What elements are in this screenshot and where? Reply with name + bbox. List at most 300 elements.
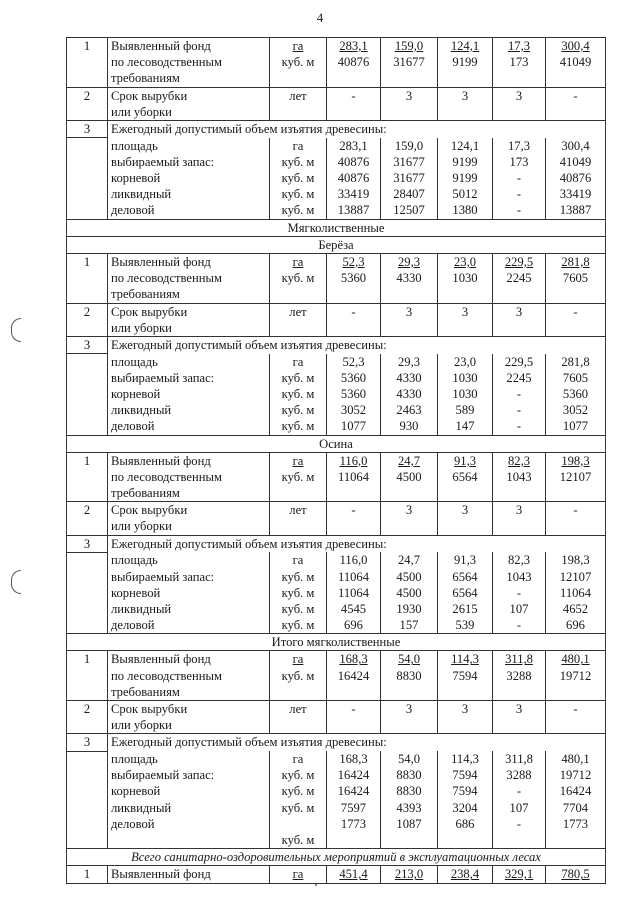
row-number <box>67 303 108 336</box>
unit-text: куб. м <box>281 55 315 70</box>
row-number-text: 2 <box>83 88 91 103</box>
label-cell <box>108 253 270 303</box>
value-text: 9199 <box>452 154 478 169</box>
row-number-blank <box>67 138 108 219</box>
value-text: 91,3 <box>453 453 477 468</box>
unit-text: га <box>292 867 304 882</box>
row-number <box>67 38 108 88</box>
value-text: 54,0 <box>397 752 421 767</box>
row-number <box>67 701 108 734</box>
label-text: выбираемый запас: <box>111 569 215 584</box>
value-text: 2245 <box>506 271 532 286</box>
value-text: 3 <box>405 702 413 716</box>
value-text: 1087 <box>396 816 422 831</box>
value-text: 2463 <box>396 403 422 418</box>
value-text: 7605 <box>562 271 589 286</box>
label-text: Выявленный фонд <box>111 254 211 269</box>
row-number-text: 3 <box>83 536 91 551</box>
value-text: 13887 <box>337 203 370 218</box>
section-title-text: Берёза <box>318 237 354 252</box>
value-text: 2245 <box>506 370 532 385</box>
value-text: - <box>516 203 522 218</box>
label-text: корневой <box>111 386 161 401</box>
unit-text: куб. м <box>281 187 315 202</box>
label-text: по лесоводственным <box>111 271 222 286</box>
unit-text: куб. м <box>281 569 315 584</box>
value-text: 24,7 <box>397 453 421 468</box>
value-cell <box>327 751 381 849</box>
value-text: - <box>351 304 356 319</box>
value-cell <box>493 303 546 336</box>
value-cell <box>546 354 606 435</box>
value-text: 229,5 <box>504 254 534 269</box>
label-text: требованиям <box>111 684 180 699</box>
value-text: 29,3 <box>397 254 421 269</box>
value-text: 5360 <box>340 386 367 401</box>
value-text: 116,0 <box>339 553 368 568</box>
unit-text: га <box>292 39 304 53</box>
value-text: - <box>516 419 522 434</box>
label-text: требованиям <box>111 71 180 86</box>
value-cell <box>381 502 438 535</box>
value-text: 4500 <box>396 569 422 584</box>
value-cell <box>327 651 381 701</box>
label-text: по лесоводственным <box>111 55 222 70</box>
section-title <box>67 849 606 866</box>
label-text: требованиям <box>111 287 180 302</box>
value-text: 31677 <box>393 154 425 169</box>
annual-header-text: Ежегодный допустимый объем изъятия древесины: <box>111 121 387 136</box>
label-text: или уборки <box>111 104 172 119</box>
value-text: 7704 <box>562 800 589 815</box>
value-text: 40876 <box>337 171 370 185</box>
row-grand-identified-fund <box>67 866 606 883</box>
row-identified-fund <box>67 38 606 88</box>
binder-hole-mark <box>11 318 21 342</box>
value-text: 930 <box>399 419 419 434</box>
row-cutting-term <box>67 502 606 535</box>
row-cutting-term <box>67 87 606 120</box>
label-cell <box>108 552 270 633</box>
value-cell <box>327 701 381 734</box>
section-header-row <box>67 634 606 651</box>
row-identified-fund <box>67 253 606 303</box>
row-number <box>67 253 108 303</box>
row-annual-allowable <box>67 734 606 751</box>
section-title <box>67 435 606 452</box>
value-text: 7594 <box>452 668 478 683</box>
value-text: 157 <box>399 618 419 633</box>
value-text: 281,8 <box>561 254 590 269</box>
label-text: Выявленный фонд <box>111 39 211 53</box>
value-text: 1773 <box>562 816 589 831</box>
unit-text: куб. м <box>281 601 315 616</box>
value-cell <box>546 651 606 701</box>
value-cell <box>493 138 546 219</box>
unit-text: га <box>292 752 304 767</box>
value-text: 1043 <box>506 469 532 484</box>
label-cell <box>108 87 270 120</box>
value-text: - <box>351 88 356 103</box>
label-text: площадь <box>111 138 158 153</box>
value-text: 229,5 <box>504 354 534 369</box>
value-text: 238,4 <box>450 867 480 882</box>
unit-cell <box>270 303 327 336</box>
value-text: 3 <box>515 88 523 103</box>
value-text: 168,3 <box>339 652 368 667</box>
spacer <box>496 832 542 848</box>
forest-table <box>66 37 606 884</box>
value-cell <box>546 38 606 88</box>
row-number <box>67 535 108 552</box>
label-text: Срок вырубки <box>111 304 188 319</box>
unit-text: лет <box>289 503 307 518</box>
row-number <box>67 866 108 883</box>
value-cell <box>327 138 381 219</box>
label-text: или уборки <box>111 519 172 534</box>
annual-header-cell <box>108 336 606 353</box>
annual-header-text: Ежегодный допустимый объем изъятия древесины: <box>111 536 387 551</box>
row-number-blank <box>67 354 108 435</box>
unit-text: лет <box>289 304 307 319</box>
unit-cell <box>270 651 327 701</box>
label-text: выбираемый запас: <box>111 768 215 783</box>
unit-text: га <box>292 254 304 269</box>
value-text: 52,3 <box>342 254 365 269</box>
value-text: 1030 <box>452 271 478 286</box>
label-text: или уборки <box>111 718 172 733</box>
value-text: 159,0 <box>394 138 424 153</box>
value-text: 3 <box>405 304 413 319</box>
label-text: Выявленный фонд <box>111 453 211 468</box>
label-text: деловой <box>111 419 155 434</box>
label-text: площадь <box>111 354 158 369</box>
unit-cell <box>270 701 327 734</box>
label-text: Выявленный фонд <box>111 652 211 667</box>
value-text: 17,3 <box>507 138 531 153</box>
value-cell <box>327 303 381 336</box>
value-text: 5360 <box>562 386 589 401</box>
value-text: 4500 <box>396 469 422 484</box>
value-cell <box>438 502 493 535</box>
annual-header-text: Ежегодный допустимый объем изъятия древесины: <box>111 337 387 352</box>
unit-cell <box>270 138 327 219</box>
value-text: 283,1 <box>339 39 368 53</box>
scan-speck <box>315 884 317 886</box>
row-number <box>67 734 108 751</box>
spacer <box>549 832 602 848</box>
unit-text: куб. м <box>281 154 315 169</box>
label-text: требованиям <box>111 486 180 501</box>
spacer <box>441 832 489 848</box>
unit-text: куб. м <box>281 668 315 683</box>
unit-text: куб. м <box>281 833 315 847</box>
value-cell <box>438 138 493 219</box>
value-cell <box>493 253 546 303</box>
value-text: 6564 <box>452 569 478 584</box>
value-text: 52,3 <box>342 354 365 369</box>
value-text: 5012 <box>452 187 478 202</box>
label-text: Срок вырубки <box>111 88 188 103</box>
value-text: 1030 <box>452 386 478 401</box>
value-text: - <box>516 403 522 418</box>
unit-text: куб. м <box>281 784 315 799</box>
value-text: - <box>573 304 578 319</box>
section-title <box>67 219 606 236</box>
value-text: 3 <box>515 702 523 716</box>
value-text: 107 <box>509 800 529 815</box>
label-text: деловой <box>111 618 155 633</box>
row-number-text: 2 <box>83 503 91 518</box>
unit-cell <box>270 38 327 88</box>
unit-text: куб. м <box>281 618 315 633</box>
value-cell <box>327 452 381 502</box>
section-header-row <box>67 219 606 236</box>
label-text: по лесоводственным <box>111 668 222 683</box>
value-cell <box>546 452 606 502</box>
value-text: - <box>516 618 522 633</box>
value-text: 82,3 <box>507 453 531 468</box>
unit-text: куб. м <box>281 370 315 385</box>
row-annual-detail <box>67 354 606 435</box>
value-text: 3 <box>461 503 469 518</box>
row-annual-allowable <box>67 535 606 552</box>
value-text: 8830 <box>396 668 422 683</box>
value-text: 539 <box>455 618 475 633</box>
value-text: 31677 <box>393 171 425 185</box>
label-cell <box>108 303 270 336</box>
value-text: 300,4 <box>561 39 590 53</box>
value-text: 159,0 <box>394 39 424 53</box>
value-cell <box>438 701 493 734</box>
value-text: - <box>516 585 522 600</box>
value-cell <box>327 354 381 435</box>
value-text: 686 <box>455 816 475 831</box>
value-text: 4500 <box>396 585 422 600</box>
value-cell <box>438 253 493 303</box>
value-text: 3 <box>461 702 469 716</box>
value-cell <box>493 87 546 120</box>
value-cell <box>381 354 438 435</box>
unit-text: лет <box>289 702 307 716</box>
value-cell <box>493 701 546 734</box>
unit-text: куб. м <box>281 800 315 815</box>
value-text: 589 <box>455 403 475 418</box>
value-cell <box>438 452 493 502</box>
value-text: 480,1 <box>561 652 590 667</box>
label-cell <box>108 452 270 502</box>
unit-text: куб. м <box>281 419 315 434</box>
value-text: 173 <box>509 154 529 169</box>
value-text: 11064 <box>337 469 370 484</box>
value-text: 8830 <box>396 784 422 799</box>
value-cell <box>438 552 493 633</box>
section-title-text: Мягколиственные <box>287 220 385 235</box>
value-cell <box>546 866 606 883</box>
unit-text: куб. м <box>281 469 315 484</box>
value-text: 9199 <box>452 171 478 185</box>
row-number-text: 1 <box>83 652 91 667</box>
value-cell <box>438 866 493 883</box>
row-number-text: 3 <box>83 337 91 352</box>
value-text: - <box>516 171 522 185</box>
section-header-row <box>67 435 606 452</box>
value-cell <box>493 502 546 535</box>
value-text: 12107 <box>559 569 592 584</box>
value-cell <box>381 552 438 633</box>
value-text: 1773 <box>340 816 367 831</box>
value-text: 41049 <box>559 154 592 169</box>
value-text: 91,3 <box>453 553 477 568</box>
label-text: выбираемый запас: <box>111 370 215 385</box>
value-text: 41049 <box>559 55 592 70</box>
value-cell <box>493 452 546 502</box>
value-cell <box>381 303 438 336</box>
value-text: 281,8 <box>561 354 590 369</box>
unit-cell <box>270 502 327 535</box>
value-text: 7594 <box>452 768 478 783</box>
label-text: ликвидный <box>111 800 172 815</box>
section-title-text: Итого мягколиственные <box>271 635 401 650</box>
value-cell <box>546 87 606 120</box>
value-cell <box>381 751 438 849</box>
row-annual-allowable <box>67 120 606 137</box>
value-cell <box>381 651 438 701</box>
annual-header-cell <box>108 535 606 552</box>
annual-header-text: Ежегодный допустимый объем изъятия древесины: <box>111 735 387 750</box>
value-cell <box>438 354 493 435</box>
value-text: 33419 <box>559 187 592 202</box>
row-identified-fund <box>67 651 606 701</box>
row-identified-fund <box>67 452 606 502</box>
unit-cell <box>270 866 327 883</box>
value-cell <box>327 552 381 633</box>
value-cell <box>493 651 546 701</box>
value-cell <box>493 354 546 435</box>
value-cell <box>327 866 381 883</box>
value-text: 3 <box>461 304 469 319</box>
value-text: 213,0 <box>394 867 424 882</box>
value-text: 116,0 <box>339 453 368 468</box>
value-text: 1077 <box>562 419 589 434</box>
value-text: 11064 <box>337 569 370 584</box>
value-text: - <box>573 503 578 518</box>
label-cell <box>108 502 270 535</box>
value-text: 9199 <box>452 55 478 70</box>
value-text: 28407 <box>393 187 425 202</box>
value-cell <box>546 138 606 219</box>
row-cutting-term <box>67 701 606 734</box>
value-cell <box>381 38 438 88</box>
label-cell <box>108 651 270 701</box>
value-text: - <box>351 702 356 716</box>
value-text: 7597 <box>340 800 367 815</box>
value-text: 54,0 <box>397 652 421 667</box>
value-text: 3 <box>461 88 469 103</box>
value-text: - <box>516 386 522 401</box>
value-text: 31677 <box>393 55 425 70</box>
unit-cell <box>270 253 327 303</box>
row-annual-detail <box>67 138 606 219</box>
section-title <box>67 634 606 651</box>
value-text: 1043 <box>506 569 532 584</box>
value-text: 173 <box>509 55 529 70</box>
unit-text: куб. м <box>281 386 315 401</box>
value-text: 12507 <box>393 203 425 218</box>
value-cell <box>438 303 493 336</box>
annual-header-cell <box>108 734 606 751</box>
value-text: 3052 <box>562 403 589 418</box>
label-text: корневой <box>111 171 161 185</box>
value-text: 3288 <box>506 668 532 683</box>
value-cell <box>381 253 438 303</box>
label-cell <box>108 38 270 88</box>
value-cell <box>546 552 606 633</box>
value-text: 107 <box>509 601 529 616</box>
row-number-text: 3 <box>83 735 91 750</box>
value-text: 23,0 <box>453 354 477 369</box>
value-text: - <box>516 187 522 202</box>
label-cell <box>108 701 270 734</box>
value-text: 3 <box>405 88 413 103</box>
value-text: - <box>516 784 522 799</box>
row-number-text: 1 <box>83 254 91 269</box>
label-text: ликвидный <box>111 187 172 202</box>
label-text: ликвидный <box>111 601 172 616</box>
value-text: 124,1 <box>450 138 480 153</box>
label-cell <box>108 866 270 883</box>
unit-text: га <box>292 138 304 153</box>
value-cell <box>546 751 606 849</box>
row-number-blank <box>67 751 108 849</box>
section-title-text: Всего санитарно-оздоровительных мероприятий в эксплуатационных лесах <box>131 850 541 865</box>
value-text: 11064 <box>337 585 370 600</box>
value-cell <box>546 701 606 734</box>
value-text: 3 <box>515 503 523 518</box>
value-cell <box>493 866 546 883</box>
value-text: 4330 <box>396 370 422 385</box>
label-text: Срок вырубки <box>111 702 188 716</box>
value-text: 19712 <box>559 668 592 683</box>
unit-text: га <box>292 453 304 468</box>
value-text: 33419 <box>337 187 370 202</box>
value-text: 451,4 <box>339 867 368 882</box>
value-text: 3052 <box>340 403 367 418</box>
value-text: 480,1 <box>561 752 590 767</box>
row-number <box>67 452 108 502</box>
value-text: 16424 <box>337 768 370 783</box>
unit-cell <box>270 552 327 633</box>
row-number <box>67 651 108 701</box>
label-text: по лесоводственным <box>111 469 222 484</box>
value-text: 7605 <box>562 370 589 385</box>
value-text: 780,5 <box>561 867 590 882</box>
value-text: 13887 <box>559 203 592 218</box>
value-text: 696 <box>344 618 363 633</box>
value-text: 40876 <box>337 55 370 70</box>
value-text: 1380 <box>452 203 478 218</box>
value-text: 311,8 <box>505 752 533 767</box>
value-text: 3288 <box>506 768 532 783</box>
value-cell <box>493 552 546 633</box>
value-text: 2615 <box>452 601 478 616</box>
row-number <box>67 502 108 535</box>
page-number: 4 <box>316 10 324 25</box>
unit-text: куб. м <box>281 585 315 600</box>
row-cutting-term <box>67 303 606 336</box>
value-text: 5360 <box>340 271 367 286</box>
unit-text: га <box>292 652 304 667</box>
